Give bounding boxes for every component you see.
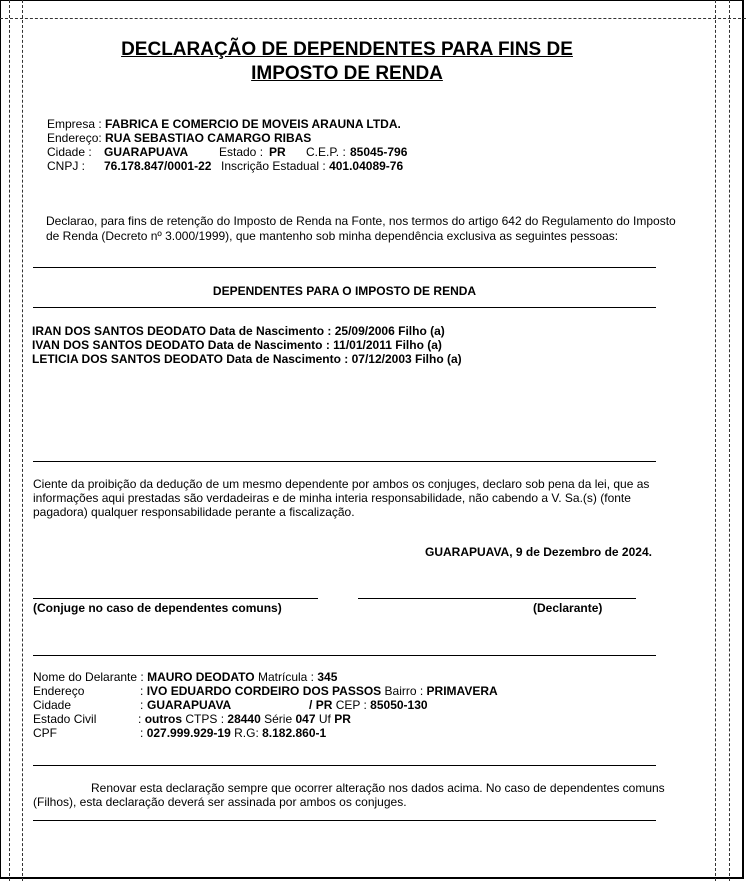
empresa-value: FABRICA E COMERCIO DE MOVEIS ARAUNA LTDA. [105, 117, 401, 131]
title-line-1: DECLARAÇÃO DE DEPENDENTES PARA FINS DE [121, 39, 573, 60]
ctps-uf-label: Uf [318, 712, 331, 726]
dependents-heading: DEPENDENTES PARA O IMPOSTO DE RENDA [212, 284, 477, 298]
divider-line [33, 307, 656, 308]
divider-line [33, 655, 656, 656]
uf-value: PR [315, 698, 333, 712]
company-city-value: GUARAPUAVA [104, 145, 189, 159]
dependent-item: LETICIA DOS SANTOS DEODATO Data de Nascimento : 07/12/2003 Filho (a) [32, 352, 462, 366]
declarant-cpf-row [140, 726, 326, 740]
empresa-label: Empresa : [47, 117, 102, 131]
civil-value: outros [144, 712, 183, 726]
spouse-signature-caption: (Conjuge no caso de dependentes comuns) [33, 601, 282, 615]
company-city-label: Cidade : [47, 145, 92, 159]
awareness-line-1: Ciente da proibição da dedução de um mesmo dependente por ambos os conjuges, declaro sob pena da lei, que as [33, 477, 650, 491]
declarant-city-colon: : [140, 698, 144, 712]
declaration-line-2: de Renda (Decreto nº 3.000/1999), que mantenho sob minha dependência exclusiva as seguintes pessoas: [46, 229, 619, 243]
declarant-cpf-label: CPF [33, 726, 57, 740]
declarant-uf-row [309, 698, 428, 712]
cep-label: CEP : [335, 698, 367, 712]
company-state-label: Estado : [219, 145, 264, 159]
declarant-civil-label: Estado Civil [33, 712, 97, 726]
company-name-row [47, 117, 401, 131]
ie-label: Inscrição Estadual : [221, 159, 326, 173]
nome-label: Nome do Delarante : [33, 670, 144, 684]
address-value: IVO EDUARDO CORDEIRO DOS PASSOS [146, 684, 382, 698]
declarant-address-row [140, 684, 498, 698]
company-address-row [47, 131, 311, 145]
civil-colon: : [138, 712, 142, 726]
matricula-value: 345 [317, 670, 338, 684]
margin-guide-top [0, 18, 746, 19]
divider-line [33, 267, 656, 268]
title-line-2: IMPOSTO DE RENDA [251, 63, 443, 84]
ie-value: 401.04089-76 [329, 159, 404, 173]
company-cnpj-value: 76.178.847/0001-22 [104, 159, 212, 173]
declarant-signature-line [358, 598, 636, 599]
declarant-city-value: GUARAPUAVA [147, 698, 232, 712]
spouse-signature-line [33, 598, 318, 599]
cpf-value: 027.999.929-19 [146, 726, 231, 740]
dependent-item: IVAN DOS SANTOS DEODATO Data de Nascimento : 11/01/2011 Filho (a) [32, 338, 442, 352]
declarant-city-label: Cidade [33, 698, 72, 712]
ctps-value: 28440 [227, 712, 261, 726]
margin-guide-right [715, 0, 716, 881]
renewal-line-2: (Filhos), esta declaração deverá ser assinada por ambos os conjuges. [33, 795, 407, 809]
declarant-name-row [33, 670, 337, 684]
dependent-item: IRAN DOS SANTOS DEODATO Data de Nascimento : 25/09/2006 Filho (a) [32, 324, 445, 338]
margin-guide-left-inner [22, 0, 23, 881]
rg-value: 8.182.860-1 [262, 726, 327, 740]
endereco-label: Endereço: [47, 131, 102, 145]
declarant-address-label: Endereço [33, 684, 85, 698]
awareness-line-2: informações aqui prestadas são verdadeiras e de minha interia responsabilidade, não cabendo a V. Sa.(s) (fonte [33, 491, 631, 505]
ctps-label: CTPS : [185, 712, 225, 726]
margin-guide-right-outer [729, 0, 730, 881]
company-state-value: PR [269, 145, 286, 159]
divider-line [33, 461, 656, 462]
address-colon: : [140, 684, 144, 698]
serie-label: Série [264, 712, 293, 726]
rg-label: R.G: [234, 726, 259, 740]
declarant-civil-row [138, 712, 351, 726]
serie-value: 047 [295, 712, 316, 726]
divider-line [33, 765, 656, 766]
uf-separator: / [309, 698, 313, 712]
place-date: GUARAPUAVA, 9 de Dezembro de 2024. [425, 545, 652, 559]
cpf-colon: : [140, 726, 144, 740]
matricula-label: Matrícula : [257, 670, 314, 684]
renewal-line-1: Renovar esta declaração sempre que ocorrer alteração nos dados acima. No caso de dependentes comuns [91, 781, 665, 795]
margin-guide-left [9, 0, 10, 881]
divider-line [33, 820, 656, 821]
ctps-uf-value: PR [334, 712, 351, 726]
bairro-label: Bairro : [384, 684, 424, 698]
endereco-value: RUA SEBASTIAO CAMARGO RIBAS [105, 131, 312, 145]
bairro-value: PRIMAVERA [426, 684, 498, 698]
company-cep-value: 85045-796 [350, 145, 408, 159]
company-cep-label: C.E.P. : [306, 145, 346, 159]
cep-value: 85050-130 [370, 698, 428, 712]
awareness-line-3: pagadora) qualquer responsabilidade perante a fiscalização. [33, 505, 355, 519]
company-cnpj-label: CNPJ : [47, 159, 86, 173]
company-ie-row [221, 159, 403, 173]
declarant-signature-caption: (Declarante) [533, 601, 603, 615]
declaration-line-1: Declarao, para fins de retenção do Imposto de Renda na Fonte, nos termos do artigo 642 do Regulamento do Imposto [46, 214, 676, 228]
nome-value: MAURO DEODATO [147, 670, 255, 684]
